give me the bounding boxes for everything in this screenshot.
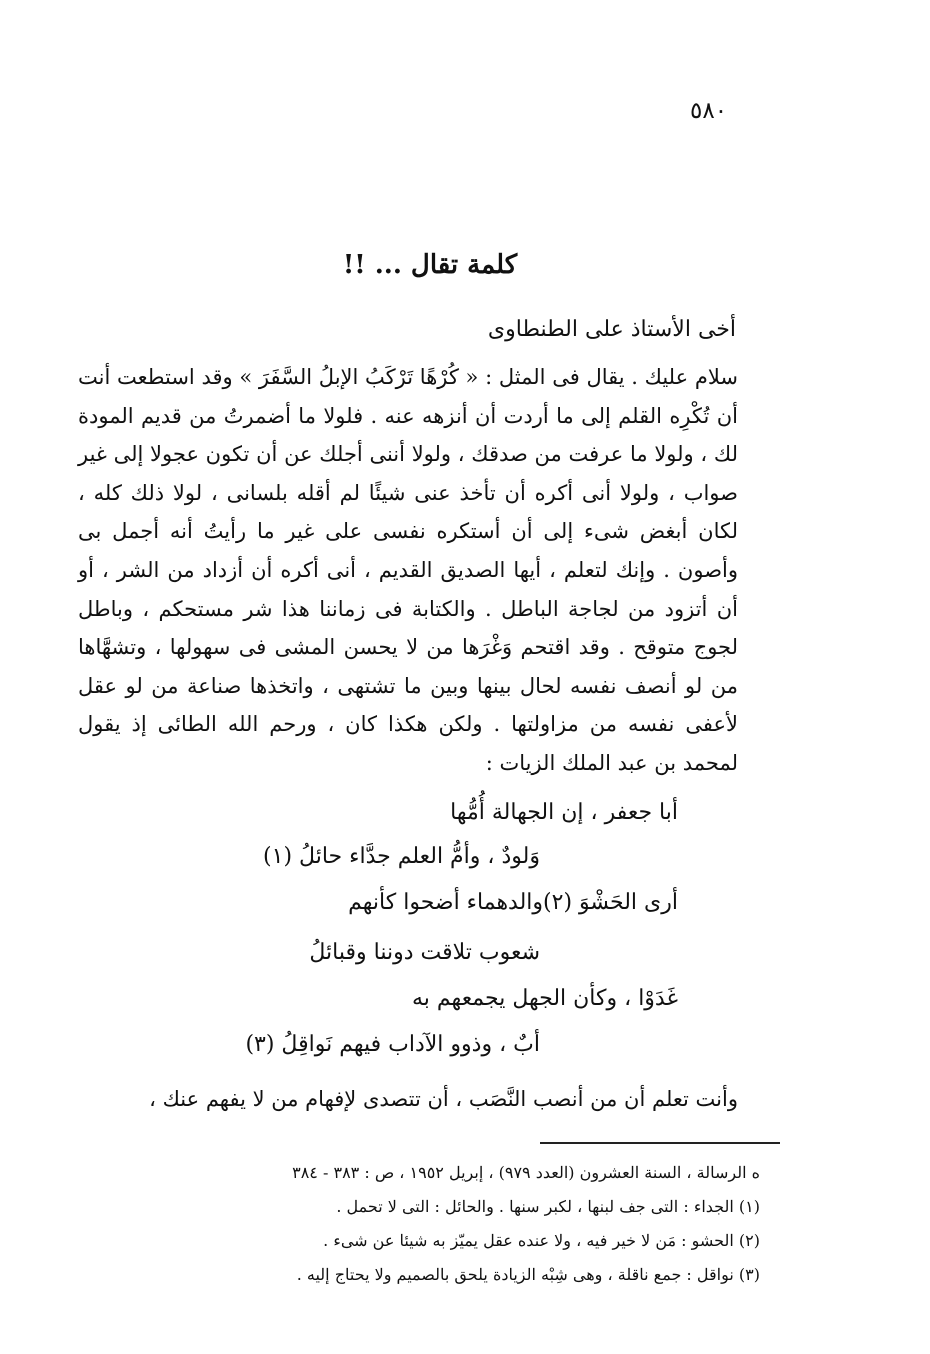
salutation: أخى الأستاذ على الطنطاوى [487,317,736,342]
verse-line-2: وَلودٌ ، وأمُّ العلم جدَّاء حائلُ (١) [263,844,540,869]
footnotes [120,1156,760,1292]
verse-line-1: أبا جعفر ، إن الجهالة أُمُّها [450,800,678,825]
article-title: كلمة تقال ... !! [342,250,518,280]
footnote-1: (١) الجداء : التى جف لبنها ، لكبر سنها . والحائل : التى لا تحمل . [336,1197,760,1216]
verse-line-3: أرى الحَشْوَ (٢)والدهماء أضحوا كأنهم [348,890,678,915]
verse-line-6: أبٌ ، وذوو الآداب فيهم نَواقِلُ (٣) [245,1032,540,1057]
footnote-source: ه الرسالة ، السنة العشرون (العدد ٩٧٩) ، إبريل ١٩٥٢ ، ص : ٣٨٣ - ٣٨٤ [292,1163,760,1182]
footnote-2: (٢) الحشو : مَن لا خير فيه ، ولا عنده عقل يميّز به شيئا عن شىء . [323,1231,760,1250]
verse-line-5: غَدَوْا ، وكأن الجهل يجمعهم به [412,986,678,1011]
verse-line-4: شعوب تلاقت دوننا وقبائلُ [309,940,540,965]
footnote-divider [540,1142,780,1144]
body-paragraph: سلام عليك . يقال فى المثل : « كُرْهًا تَرْكَبُ الإبلُ السَّفَرَ » وقد استطعت أنت أن تُكْرِه القلم إلى ما أردت أن أنزهه عنه . فلولا ما أضمرتُ من قديم المودة لك ، ولولا ما عرفت من صدقك ، ولولا أننى أجلك عن أن تكون عجولا إلى غير صواب ، ولولا أنى أكره أن تأخذ عنى شيئًا لم أقله بلسانى ، لولا ذلك كله ، لكان أبغض شىء إلى أن أستكره نفسى على غير ما رأيتُ أنه أجمل بى وأصون . وإنك لتعلم ، أيها الصديق القديم ، أنى أكره أن أزداد من الشر ، أو أن أتزود من لجاجة الباطل . والكتابة فى زماننا هذا شر مستحكم ، وباطل لجوج متوقح . وقد اقتحم وَغْرَها من لا يحسن المشى فى سهولها ، وتشهَّاها من لو أنصف نفسه لحال بينها وبين ما تشتهى ، واتخذها صناعة من لو عقل لأعفى نفسه من مزاولتها . ولكن هكذا كان ، ورحم الله الطائى إذ يقول لمحمد بن عبد الملك الزيات : [78,365,738,775]
closing-line: وأنت تعلم أن من أنصب النَّصَب ، أن تتصدى لإفهام من لا يفهم عنك ، [149,1087,738,1111]
footnote-3: (٣) نواقل : جمع ناقلة ، وهى شِبْه الزيادة يلحق بالصميم ولا يحتاج إليه . [296,1265,760,1284]
page-number: ٥٨٠ [690,98,728,124]
